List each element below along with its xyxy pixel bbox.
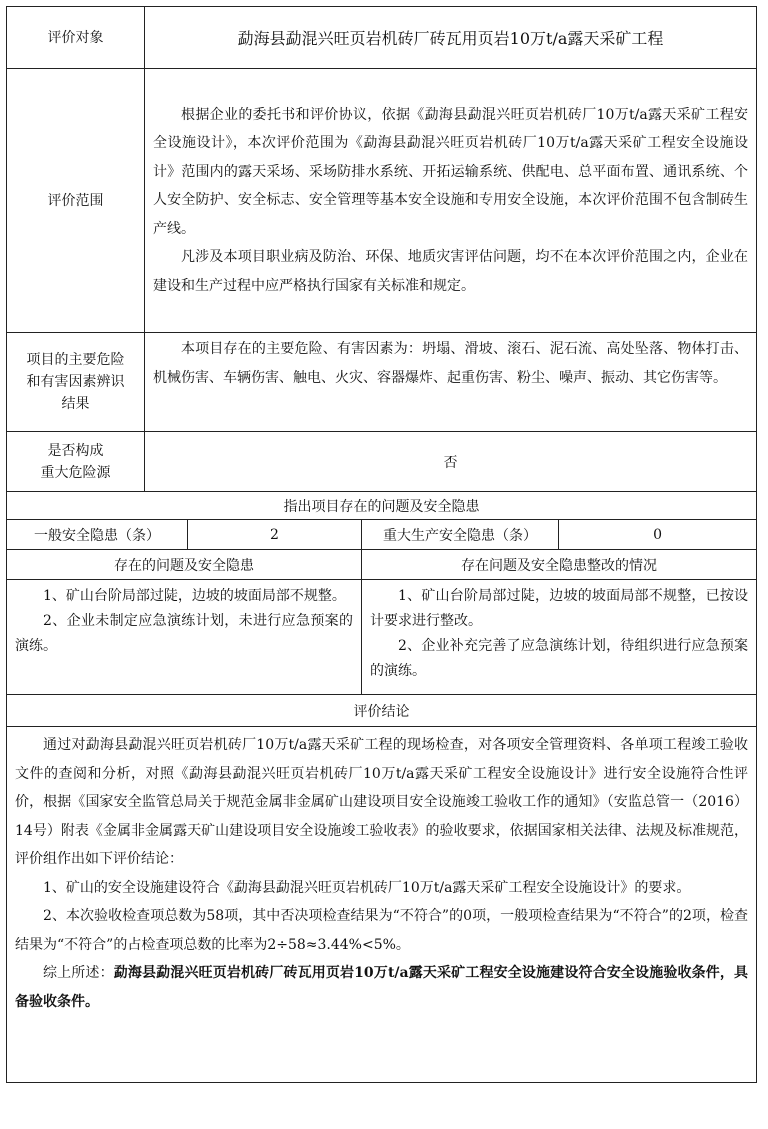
major-hazard-label [7, 432, 145, 492]
scope-paragraph-2: 凡涉及本项目职业病及防治、环保、地质灾害评估问题，均不在本次评价范围之内，企业在建设和生产过程中应严格执行国家有关标准和规定。 [153, 249, 749, 294]
conclusion-content [7, 727, 757, 1083]
rectification-list [362, 580, 757, 695]
evaluation-scope-content [145, 69, 757, 333]
row-evaluation-object [7, 7, 757, 69]
row-issue-columns [7, 550, 757, 580]
conclusion-summary-statement: 勐海县勐混兴旺页岩机砖厂砖瓦用页岩10万t/a露天采矿工程安全设施建设符合安全设施验收条件，具备验收条件。 [15, 965, 749, 1010]
rectification-column-header: 存在问题及安全隐患整改的情况 [362, 550, 757, 580]
conclusion-summary-lead: 综上所述： [43, 965, 114, 981]
general-hazard-count: 2 [188, 520, 362, 550]
problems-list [7, 580, 362, 695]
hazard-label-line-3: 结果 [61, 396, 90, 412]
hazard-label-line-1: 项目的主要危险 [26, 352, 125, 368]
hazard-identification-label [7, 333, 145, 432]
row-issue-counts [7, 520, 757, 550]
evaluation-object-label: 评价对象 [7, 7, 145, 69]
conclusion-paragraph-2: 1、矿山的安全设施建设符合《勐海县勐混兴旺页岩机砖厂10万t/a露天采矿工程安全设施设计》的要求。 [43, 879, 691, 896]
problem-item-1: 1、矿山台阶局部过陡，边坡的坡面局部不规整。 [43, 588, 346, 604]
row-conclusion-header [7, 695, 757, 727]
evaluation-table [6, 6, 757, 1083]
evaluation-object-value: 勐海县勐混兴旺页岩机砖厂砖瓦用页岩10万t/a露天采矿工程 [145, 7, 757, 69]
conclusion-header: 评价结论 [7, 695, 757, 727]
conclusion-paragraph-3: 2、本次验收检查项总数为58项，其中否决项检查结果为“不符合”的0项，一般项检查结果为“不符合”的2项，检查结果为“不符合”的占检查项总数的比率为2÷58≈3.44%<5%。 [15, 908, 749, 953]
row-evaluation-scope [7, 69, 757, 333]
scope-paragraph-1: 根据企业的委托书和评价协议，依据《勐海县勐混兴旺页岩机砖厂10万t/a露天采矿工程安全设施设计》，本次评价范围为《勐海县勐混兴旺页岩机砖厂10万t/a露天采矿工程安全设施设计》范围内的露天采场、采场防排水系统、开拓运输系统、供配电、总平面布置、通讯系统、个人安全防护、安全标志、安全管理等基本安全设施和专用安全设施，本次评价范围不包含制砖生产线。 [153, 106, 749, 237]
hazard-text: 本项目存在的主要危险、有害因素为：坍塌、滑坡、滚石、泥石流、高处坠落、物体打击、机械伤害、车辆伤害、触电、火灾、容器爆炸、起重伤害、粉尘、噪声、振动、其它伤害等。 [153, 341, 749, 386]
row-hazard-identification [7, 333, 757, 432]
row-major-hazard-source [7, 432, 757, 492]
row-conclusion-body [7, 727, 757, 1083]
problems-column-header: 存在的问题及安全隐患 [7, 550, 362, 580]
issues-header: 指出项目存在的问题及安全隐患 [7, 492, 757, 520]
problem-item-2: 2、企业未制定应急演练计划，未进行应急预案的演练。 [15, 613, 353, 654]
major-hazard-count: 0 [559, 520, 757, 550]
major-hazard-label-line-1: 是否构成 [47, 442, 104, 459]
major-hazard-label-line-2: 重大危险源 [40, 464, 111, 481]
general-hazard-label: 一般安全隐患（条） [7, 520, 188, 550]
hazard-label-line-2: 和有害因素辨识 [26, 374, 125, 390]
conclusion-paragraph-1: 通过对勐海县勐混兴旺页岩机砖厂10万t/a露天采矿工程的现场检查，对各项安全管理资料、各单项工程竣工验收文件的查阅和分析，对照《勐海县勐混兴旺页岩机砖厂10万t/a露天采矿工程安全设施设计》进行安全设施符合性评价，根据《国家安全监管总局关于规范金属非金属矿山建设项目安全设施竣工验收工作的通知》（安监总管一（2016）14号）附表《金属非金属露天矿山建设项目安全设施竣工验收表》的验收要求，依据国家相关法律、法规及标准规范，评价组作出如下评价结论： [15, 737, 749, 867]
major-hazard-value: 否 [145, 432, 757, 492]
rectification-item-1: 1、矿山台阶局部过陡，边坡的坡面局部不规整，已按设计要求进行整改。 [370, 588, 749, 629]
hazard-identification-content [145, 333, 757, 432]
row-issues-header [7, 492, 757, 520]
major-hazard-count-label: 重大生产安全隐患（条） [362, 520, 559, 550]
rectification-item-2: 2、企业补充完善了应急演练计划，待组织进行应急预案的演练。 [370, 638, 749, 679]
evaluation-document [6, 6, 756, 1083]
conclusion-summary [15, 959, 748, 1016]
row-issue-details [7, 580, 757, 695]
evaluation-scope-label: 评价范围 [7, 69, 145, 333]
